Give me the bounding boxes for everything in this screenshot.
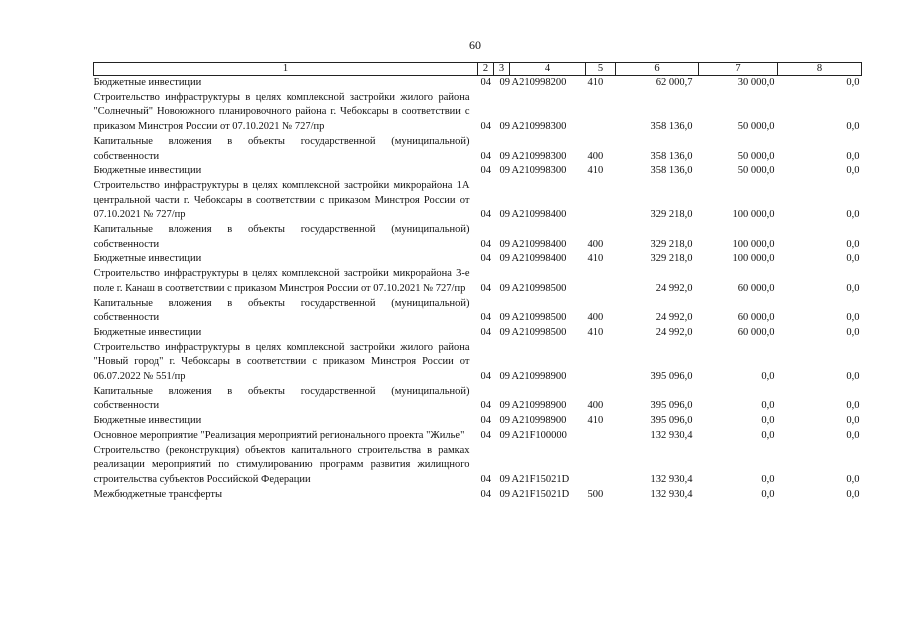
- row-subsection: 09: [499, 326, 510, 338]
- row-section: 04: [480, 400, 491, 412]
- row-subsection: 09: [499, 121, 510, 133]
- row-amount-col7: 50 000,0: [737, 150, 775, 162]
- row-amount-col8: 0,0: [846, 326, 860, 338]
- table-row: [94, 76, 862, 91]
- row-name: Основное мероприятие "Реализация мероприятий регионального проекта "Жилье": [93, 429, 465, 441]
- row-subsection: 09: [499, 165, 510, 177]
- table-row: [94, 429, 862, 444]
- table-row: [94, 326, 862, 341]
- row-amount-col8: 0,0: [846, 282, 860, 294]
- row-expense-type: [586, 429, 616, 444]
- row-target-article: А210998200: [511, 77, 567, 88]
- header-col-7: 7: [699, 63, 778, 76]
- row-amount-col6: 24 992,0: [655, 282, 693, 294]
- row-amount-col8: 0,0: [846, 253, 860, 265]
- row-amount-col8: 0,0: [846, 400, 860, 412]
- row-amount-col8: 0,0: [846, 312, 860, 324]
- row-amount-col6: 132 930,4: [650, 429, 693, 441]
- row-section: 04: [480, 326, 491, 338]
- row-target-article: А21F15021D: [511, 488, 570, 500]
- row-name: Бюджетные инвестиции: [93, 415, 202, 427]
- row-subsection: 09: [499, 238, 510, 250]
- row-section: 04: [480, 209, 491, 221]
- row-section: 04: [480, 165, 491, 177]
- table-row: [94, 385, 862, 414]
- row-target-article: А210998500: [511, 326, 567, 338]
- row-name: Капитальные вложения в объекты государственной (муниципальной) собственности: [93, 385, 470, 412]
- row-amount-col6: 329 218,0: [650, 209, 693, 221]
- row-name: Бюджетные инвестиции: [93, 326, 202, 338]
- row-amount-col7: 0,0: [761, 400, 775, 412]
- row-name: Строительство инфраструктуры в целях комплексной застройки микрорайона 3-е поле г. Канаш в соответствии с приказом Минстроя России от 07.10.2021 № 727/пр: [93, 268, 470, 294]
- row-amount-col6: 329 218,0: [650, 253, 693, 265]
- row-expense-type: [586, 444, 616, 488]
- row-amount-col8: 0,0: [846, 371, 860, 383]
- row-name: Строительство инфраструктуры в целях комплексной застройки жилого района "Солнечный" Новоюжного планировочного района г. Чебоксары в соответствии с приказом Минстроя России от 07.10.2021 № 727/пр: [93, 91, 470, 133]
- row-expense-type: 410: [587, 165, 604, 177]
- table-row: [94, 164, 862, 179]
- row-subsection: 09: [499, 312, 510, 324]
- row-amount-col7: 50 000,0: [737, 121, 775, 133]
- row-amount-col6: 358 136,0: [650, 165, 693, 177]
- row-amount-col8: 0,0: [846, 165, 860, 177]
- row-amount-col7: 60 000,0: [737, 282, 775, 294]
- row-amount-col7: 60 000,0: [737, 326, 775, 338]
- row-target-article: А210998500: [511, 312, 567, 324]
- row-amount-col7: 0,0: [761, 473, 775, 485]
- row-subsection: 09: [499, 371, 510, 383]
- row-amount-col6: 24 992,0: [655, 312, 693, 324]
- row-expense-type: [586, 179, 616, 223]
- row-amount-col8: 0,0: [846, 150, 860, 162]
- row-amount-col6: 395 096,0: [650, 371, 693, 383]
- row-name: Межбюджетные трансферты: [93, 488, 223, 500]
- row-target-article: А210998900: [511, 415, 567, 427]
- row-target-article: А210998400: [511, 238, 567, 250]
- row-target-article: А210998900: [511, 400, 567, 412]
- row-target-article: А21F100000: [511, 429, 567, 441]
- row-subsection: 09: [499, 488, 510, 500]
- row-amount-col7: 0,0: [761, 371, 775, 383]
- row-target-article: А21F15021D: [511, 473, 570, 485]
- table-row: [94, 297, 862, 326]
- row-amount-col8: 0,0: [846, 429, 860, 441]
- table-row: [94, 135, 862, 164]
- row-expense-type: 400: [587, 312, 604, 324]
- row-amount-col7: 100 000,0: [732, 253, 775, 265]
- row-amount-col7: 50 000,0: [737, 165, 775, 177]
- row-subsection: 09: [499, 400, 510, 412]
- row-expense-type: 500: [587, 488, 604, 500]
- row-expense-type: [586, 341, 616, 385]
- row-amount-col8: 0,0: [846, 121, 860, 133]
- row-section: 04: [480, 312, 491, 324]
- row-amount-col7: 100 000,0: [732, 238, 775, 250]
- row-section: 04: [480, 121, 491, 133]
- row-expense-type: 410: [587, 253, 604, 265]
- table-row: [94, 414, 862, 429]
- row-name: Капитальные вложения в объекты государственной (муниципальной) собственности: [93, 297, 470, 324]
- row-section: 04: [480, 150, 491, 162]
- row-name: Бюджетные инвестиции: [93, 165, 202, 177]
- row-subsection: 09: [499, 282, 510, 294]
- row-name: Капитальные вложения в объекты государственной (муниципальной) собственности: [93, 224, 470, 250]
- row-amount-col6: 358 136,0: [650, 150, 693, 162]
- table-row: [94, 179, 862, 223]
- header-col-1: 1: [94, 63, 478, 76]
- row-expense-type: 410: [587, 326, 604, 338]
- row-target-article: А210998400: [511, 253, 567, 265]
- row-section: 04: [480, 77, 491, 88]
- row-section: 04: [480, 473, 491, 485]
- row-name: Строительство инфраструктуры в целях комплексной застройки микрорайона 1А центральной части г. Чебоксары в соответствии с приказом Минстроя России от 07.10.2021 № 727/пр: [93, 179, 470, 221]
- row-name: Капитальные вложения в объекты государственной (муниципальной) собственности: [93, 135, 470, 162]
- budget-table: [93, 62, 862, 502]
- row-name: Строительство инфраструктуры в целях комплексной застройки жилого района "Новый город" г. Чебоксары в соответствии с приказом Минстроя России от 06.07.2022 № 551/пр: [93, 341, 470, 383]
- row-amount-col7: 60 000,0: [737, 312, 775, 324]
- row-name: Бюджетные инвестиции: [93, 253, 202, 265]
- row-amount-col8: 0,0: [846, 238, 860, 250]
- row-target-article: А210998900: [511, 371, 567, 383]
- row-subsection: 09: [499, 473, 510, 485]
- row-section: 04: [480, 238, 491, 250]
- row-subsection: 09: [499, 253, 510, 265]
- row-subsection: 09: [499, 77, 510, 88]
- row-amount-col8: 0,0: [846, 488, 860, 500]
- page-number: 60: [469, 38, 481, 52]
- row-amount-col7: 100 000,0: [732, 209, 775, 221]
- table-row: [94, 488, 862, 503]
- header-row: [94, 63, 862, 76]
- table-row: [94, 223, 862, 252]
- table-row: [94, 267, 862, 296]
- row-amount-col8: 0,0: [846, 77, 860, 88]
- header-col-6: 6: [616, 63, 699, 76]
- row-amount-col7: 0,0: [761, 488, 775, 500]
- row-amount-col7: 0,0: [761, 429, 775, 441]
- row-amount-col6: 132 930,4: [650, 473, 693, 485]
- header-col-8: 8: [778, 63, 862, 76]
- row-target-article: А210998300: [511, 150, 567, 162]
- row-amount-col6: 62 000,7: [655, 77, 693, 88]
- row-expense-type: 400: [587, 238, 604, 250]
- header-col-5: 5: [586, 63, 616, 76]
- row-amount-col6: 395 096,0: [650, 415, 693, 427]
- row-target-article: А210998300: [511, 165, 567, 177]
- row-amount-col8: 0,0: [846, 415, 860, 427]
- table-row: [94, 252, 862, 267]
- header-col-4: 4: [510, 63, 586, 76]
- row-amount-col8: 0,0: [846, 473, 860, 485]
- row-name: Бюджетные инвестиции: [93, 77, 202, 88]
- row-amount-col6: 329 218,0: [650, 238, 693, 250]
- row-amount-col6: 395 096,0: [650, 400, 693, 412]
- row-section: 04: [480, 371, 491, 383]
- header-col-3: 3: [494, 63, 510, 76]
- row-target-article: А210998400: [511, 209, 567, 221]
- row-name: Строительство (реконструкция) объектов капитального строительства в рамках реализации мероприятий по стимулированию программ развития жилищного строительства субъектов Российской Федерации: [93, 444, 470, 485]
- header-col-2: 2: [478, 63, 494, 76]
- table-row: [94, 341, 862, 385]
- table-row: [94, 91, 862, 135]
- row-section: 04: [480, 253, 491, 265]
- row-section: 04: [480, 429, 491, 441]
- row-target-article: А210998500: [511, 282, 567, 294]
- row-amount-col6: 132 930,4: [650, 488, 693, 500]
- row-section: 04: [480, 415, 491, 427]
- row-amount-col7: 0,0: [761, 415, 775, 427]
- row-expense-type: 400: [587, 400, 604, 412]
- row-amount-col6: 358 136,0: [650, 121, 693, 133]
- row-section: 04: [480, 282, 491, 294]
- row-expense-type: 410: [587, 77, 604, 88]
- table-body: [94, 76, 862, 503]
- row-target-article: А210998300: [511, 121, 567, 133]
- row-expense-type: [586, 267, 616, 296]
- row-amount-col7: 30 000,0: [737, 77, 775, 88]
- table-row: [94, 444, 862, 488]
- row-amount-col8: 0,0: [846, 209, 860, 221]
- row-subsection: 09: [499, 429, 510, 441]
- row-expense-type: [586, 91, 616, 135]
- row-expense-type: 410: [587, 415, 604, 427]
- row-subsection: 09: [499, 150, 510, 162]
- row-subsection: 09: [499, 209, 510, 221]
- row-section: 04: [480, 488, 491, 500]
- row-expense-type: 400: [587, 150, 604, 162]
- row-subsection: 09: [499, 415, 510, 427]
- row-amount-col6: 24 992,0: [655, 326, 693, 338]
